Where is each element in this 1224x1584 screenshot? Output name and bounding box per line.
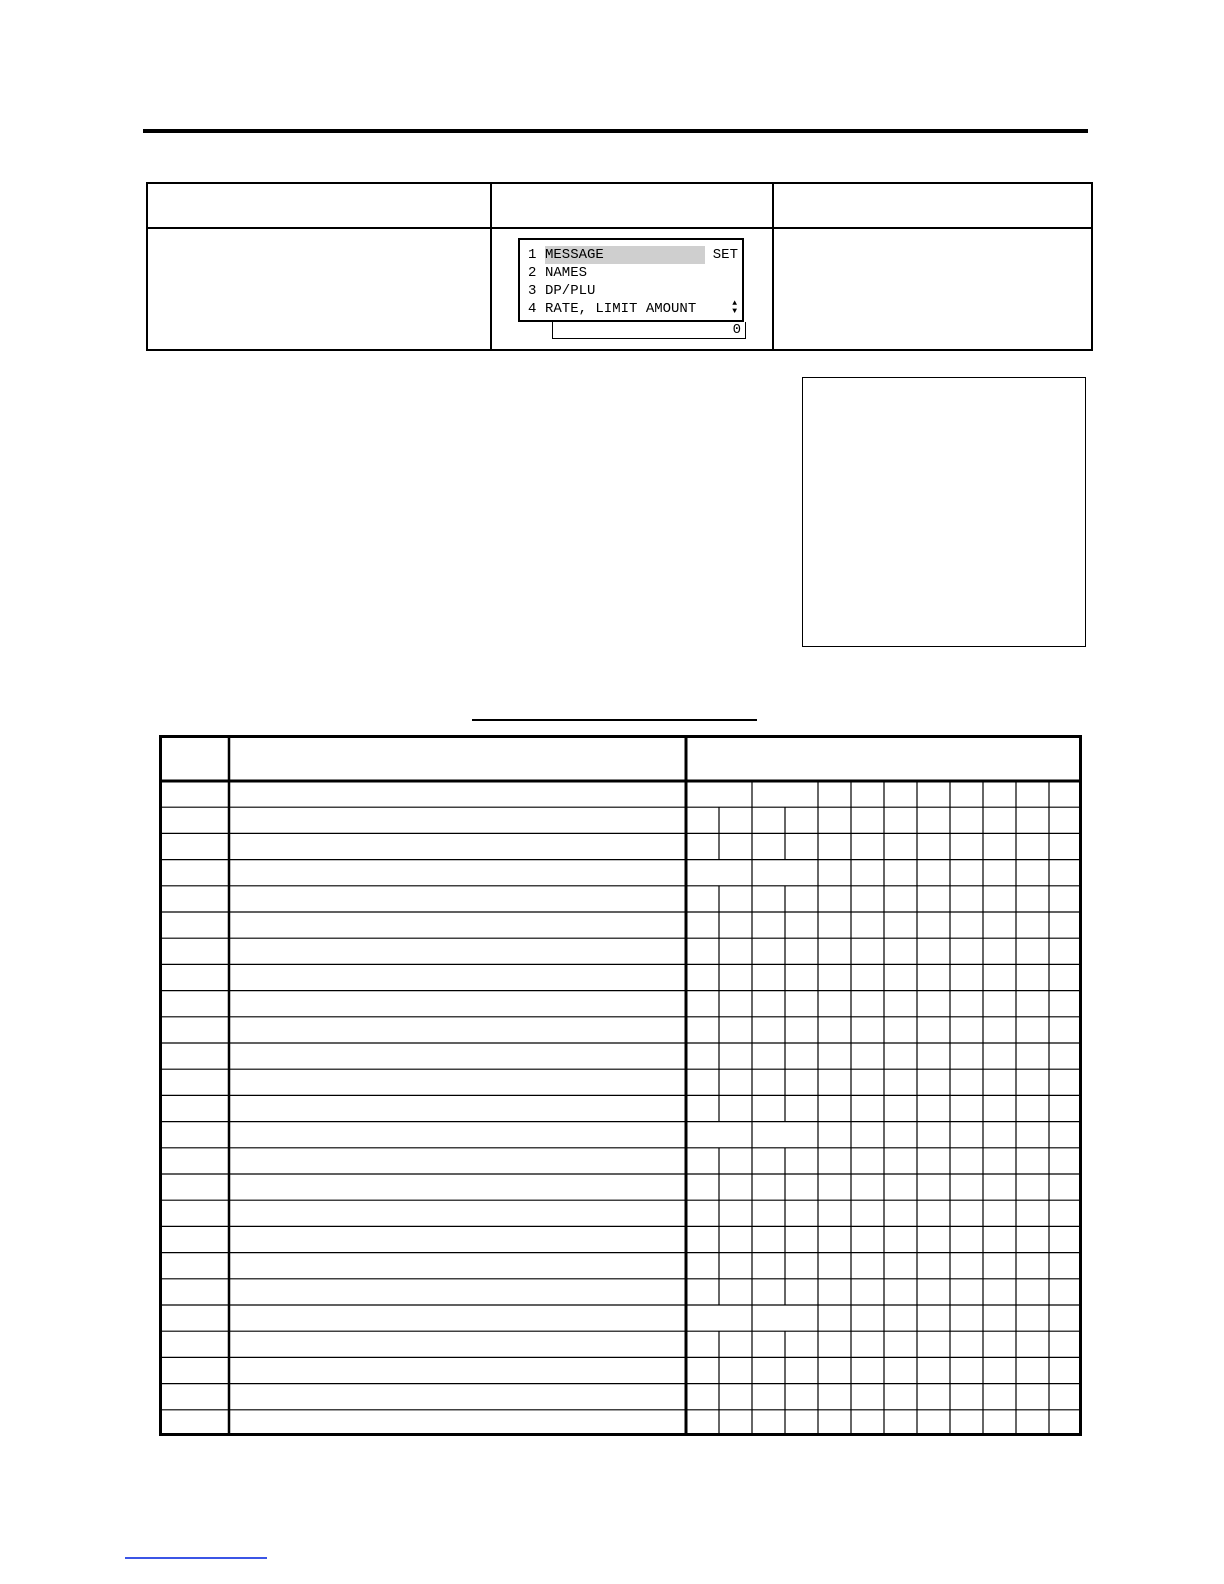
procedure-header — [147, 183, 491, 228]
procedure-cell — [147, 228, 491, 350]
lcd-entry-value: 0 — [552, 322, 746, 339]
header-rule — [143, 129, 1088, 133]
remarks-header — [773, 183, 1092, 228]
display-cell — [491, 228, 773, 350]
up-down-triangle-icon: ▲ ▼ — [732, 299, 737, 316]
setting-grid-lines — [159, 735, 1082, 1436]
display-header — [491, 183, 773, 228]
grid-frame — [161, 737, 1081, 1435]
section-title-underline — [472, 719, 757, 721]
lcd-menu-item-3: 3 DP/PLU — [528, 283, 596, 299]
lcd-mode-label: SET — [712, 247, 738, 263]
lcd-menu-item-2: 2 NAMES — [528, 265, 588, 281]
lcd-menu-item-4: 4 RATE, LIMIT AMOUNT — [528, 301, 697, 317]
remarks-cell — [773, 228, 1092, 350]
footer-link-underline — [125, 1557, 267, 1559]
lcd-menu-item-1: 1 MESSAGE — [528, 246, 705, 264]
note-box — [802, 377, 1086, 647]
setting-grid — [159, 735, 1082, 1436]
procedure-table — [146, 182, 1093, 351]
lcd-screen — [518, 238, 744, 322]
lcd-menu-label-selected: MESSAGE — [545, 246, 705, 264]
